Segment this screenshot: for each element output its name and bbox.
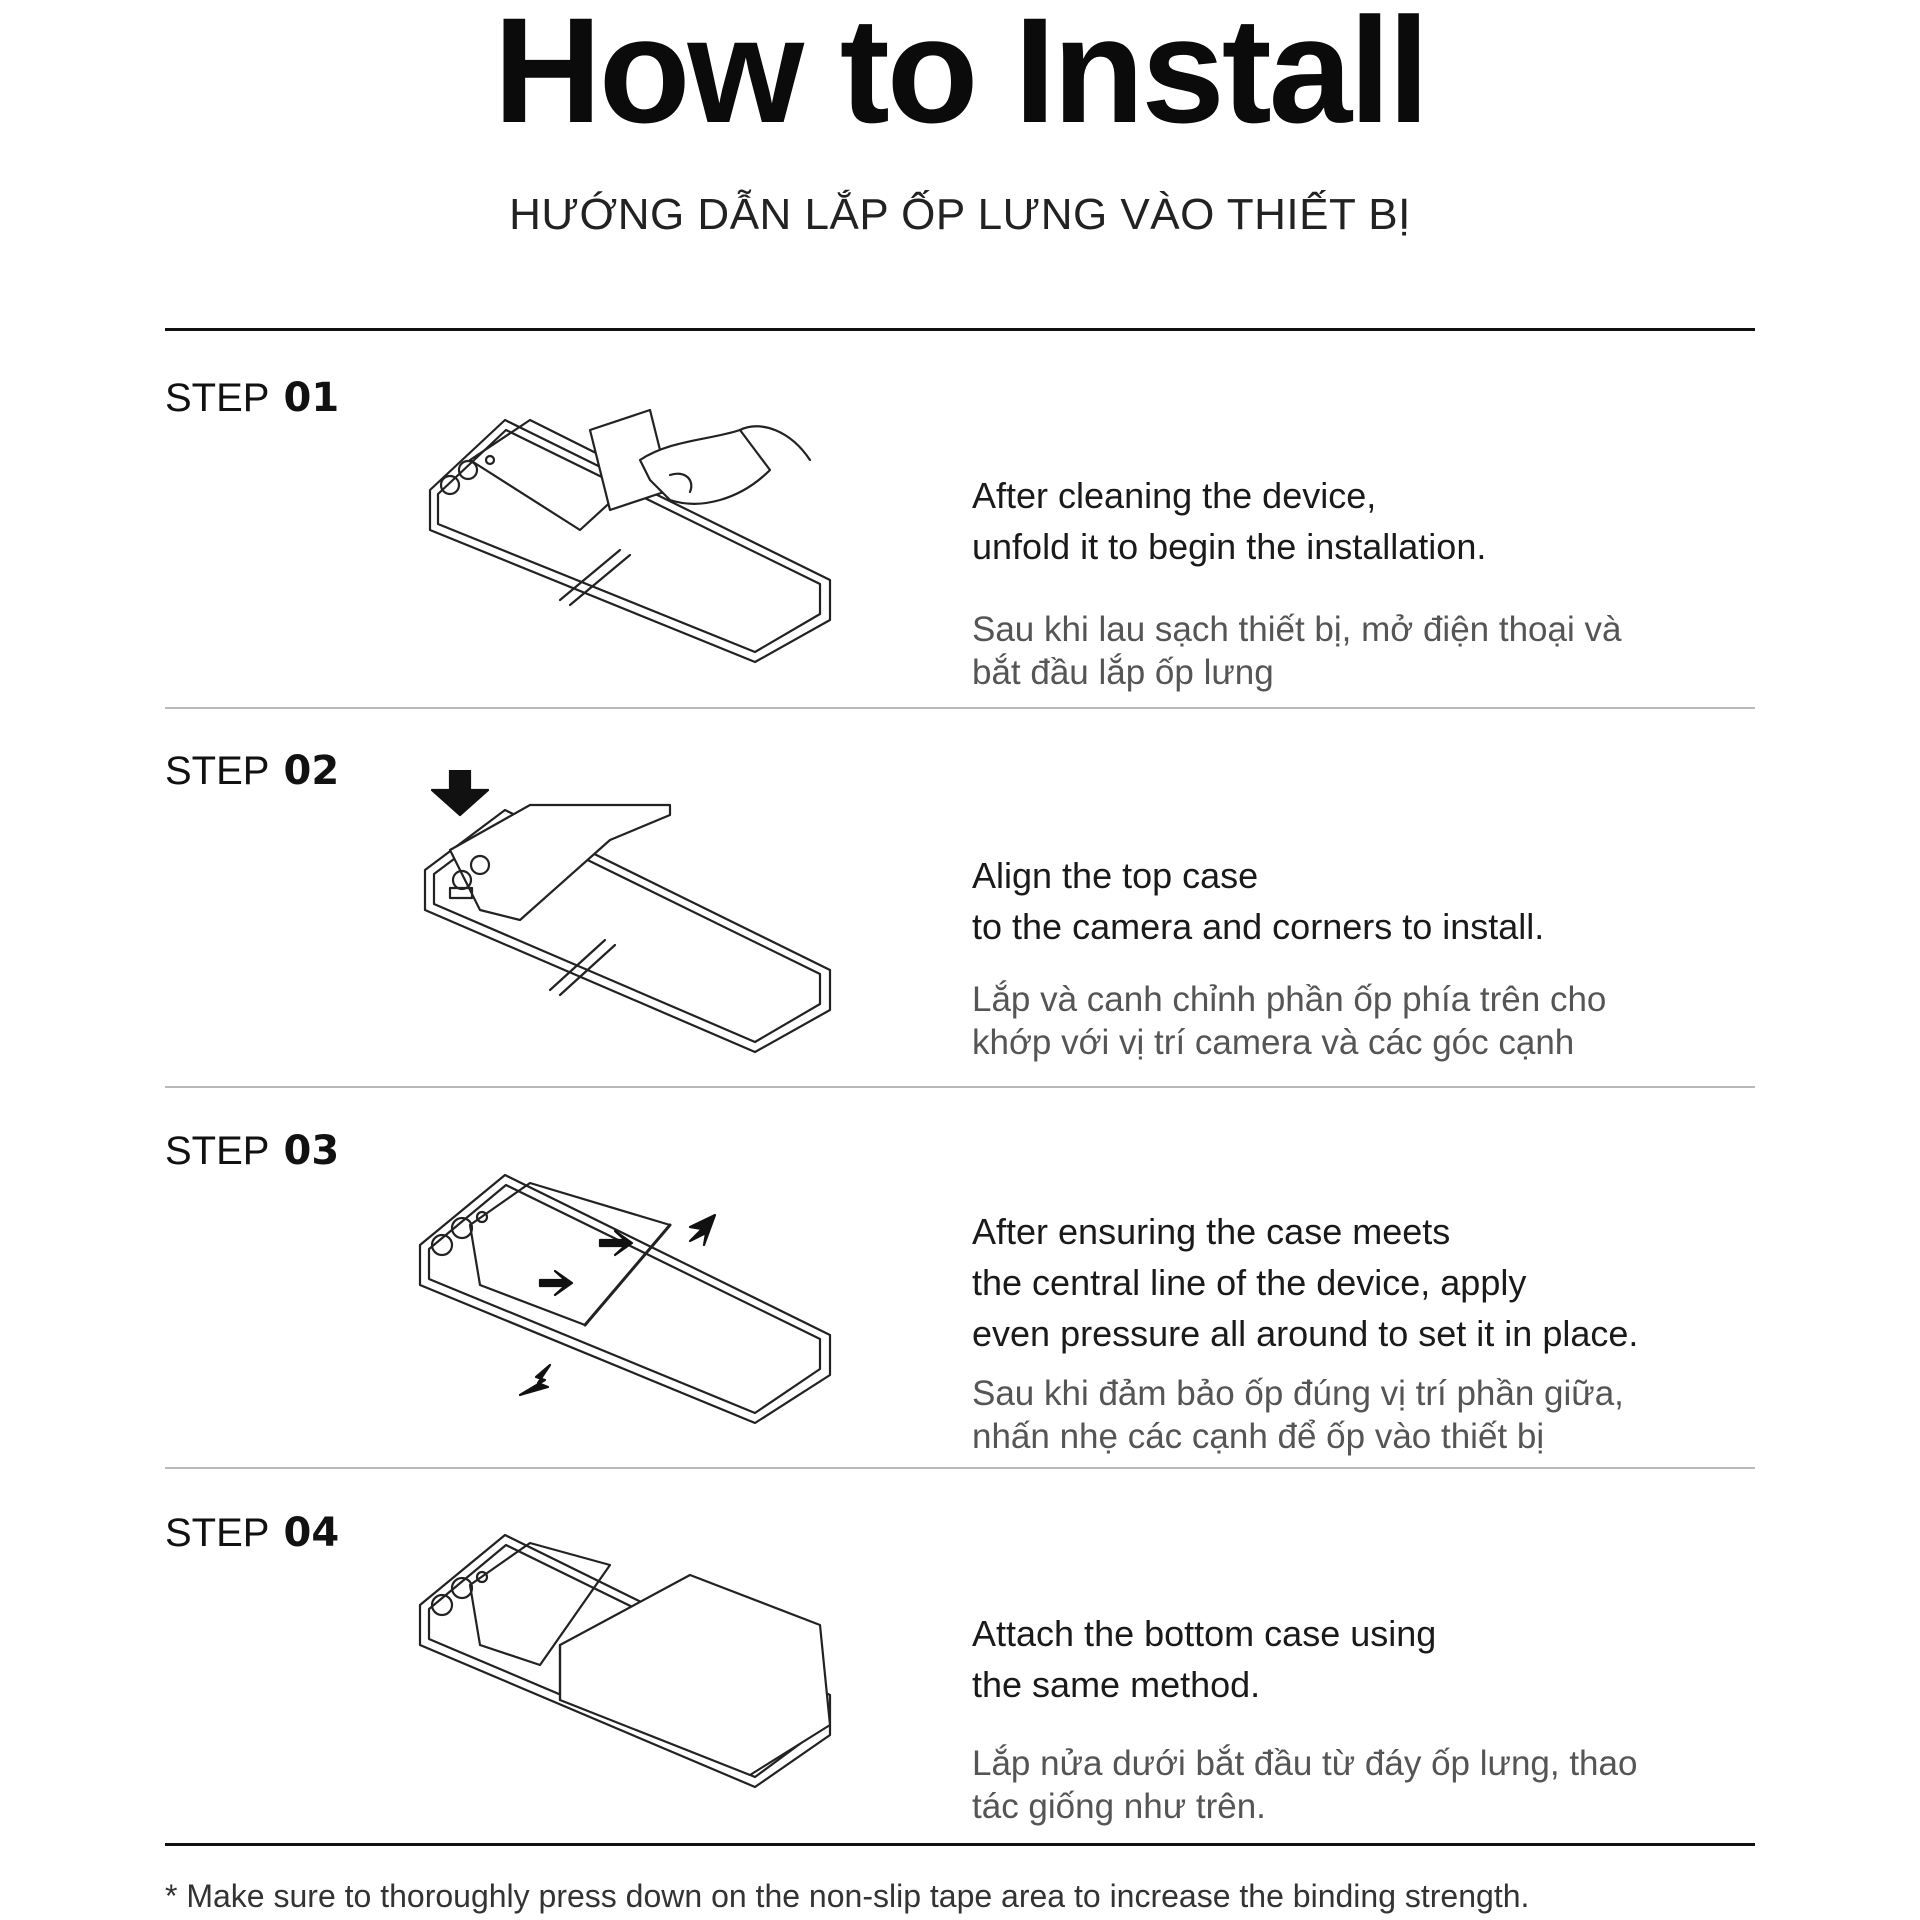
footnote: * Make sure to thoroughly press down on the non-slip tape area to increase the binding strength.	[165, 1878, 1530, 1914]
step-03-text-en: After ensuring the case meets the central line of the device, apply even pressure all around to set it in place.	[972, 1211, 1639, 1354]
step-03-label	[165, 1128, 339, 1174]
step-word: STEP	[165, 1511, 270, 1555]
top-rule	[165, 328, 1755, 331]
step-01-text-en: After cleaning the device, unfold it to begin the installation.	[972, 475, 1487, 567]
bottom-rule	[165, 1843, 1755, 1846]
step-01-text-vi: Sau khi lau sạch thiết bị, mở điện thoại và bắt đầu lắp ốp lưng	[972, 610, 1622, 692]
page-title: How to Install	[493, 0, 1427, 154]
bottom-case-illustration	[410, 1525, 870, 1795]
step-02-text-en: Align the top case to the camera and corners to install.	[972, 855, 1545, 947]
step-02-text-vi: Lắp và canh chỉnh phần ốp phía trên cho khớp với vị trí camera và các góc cạnh	[972, 980, 1607, 1062]
step-word: STEP	[165, 376, 270, 420]
divider-2	[165, 1086, 1755, 1088]
step-number: 04	[283, 1510, 340, 1556]
step-number: 03	[283, 1128, 340, 1174]
divider-3	[165, 1467, 1755, 1469]
step-word: STEP	[165, 749, 270, 793]
divider-1	[165, 707, 1755, 709]
step-03-text-vi: Sau khi đảm bảo ốp đúng vị trí phần giữa, nhấn nhẹ các cạnh để ốp vào thiết bị	[972, 1374, 1624, 1456]
step-04-text-vi: Lắp nửa dưới bắt đầu từ đáy ốp lưng, thao tác giống như trên.	[972, 1744, 1638, 1826]
step-04-text-en: Attach the bottom case using the same method.	[972, 1613, 1437, 1705]
step-word: STEP	[165, 1129, 270, 1173]
phone-cleaning-illustration	[410, 400, 870, 670]
page-subtitle: HƯỚNG DẪN LẮP ỐP LƯNG VÀO THIẾT BỊ	[509, 190, 1411, 239]
step-01-label	[165, 375, 339, 421]
step-number: 01	[283, 375, 340, 421]
step-02-label	[165, 748, 339, 794]
step-04-label	[165, 1510, 339, 1556]
step-number: 02	[283, 748, 340, 794]
press-case-illustration	[410, 1165, 870, 1430]
top-case-align-illustration	[410, 770, 870, 1060]
